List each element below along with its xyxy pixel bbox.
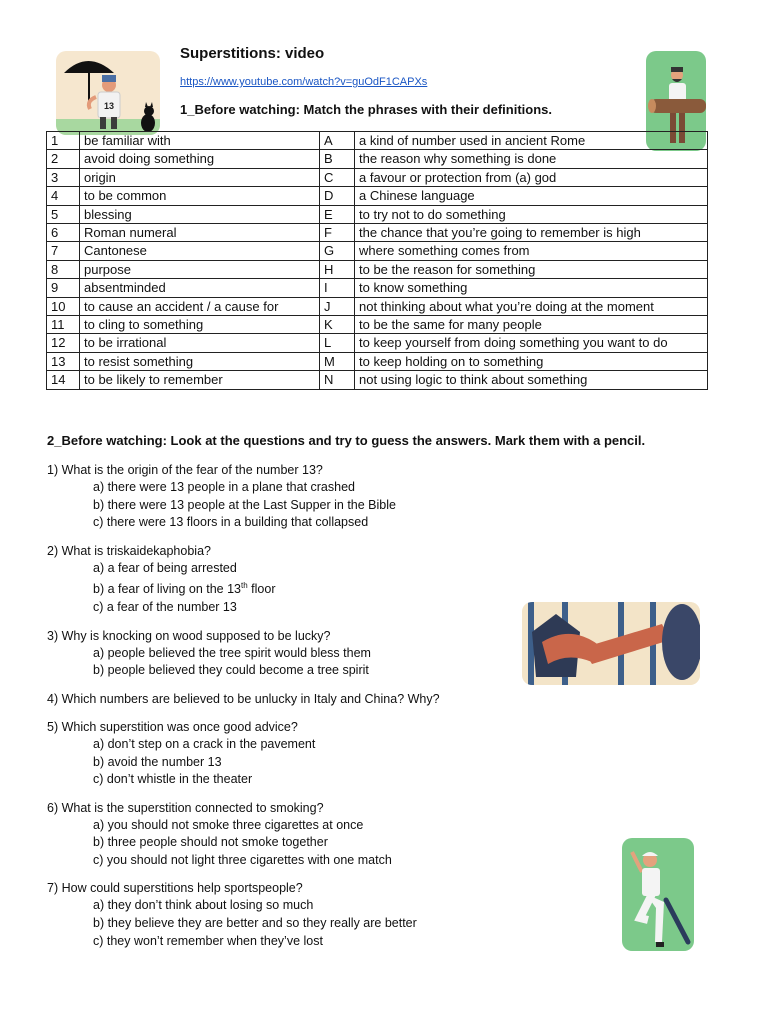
row-number: 13 [47, 352, 80, 370]
row-number: 1 [47, 132, 80, 150]
answer-option[interactable]: a) don’t step on a crack in the pavement [93, 736, 316, 751]
row-phrase: Cantonese [80, 242, 320, 260]
row-phrase: blessing [80, 205, 320, 223]
row-phrase: origin [80, 168, 320, 186]
question-item [47, 461, 687, 532]
answer-option[interactable]: c) they won’t remember when they’ve lost [93, 933, 323, 948]
question-item [47, 799, 687, 870]
row-phrase: avoid doing something [80, 150, 320, 168]
row-phrase: absentminded [80, 279, 320, 297]
question-text: 3) Why is knocking on wood supposed to be lucky? [47, 628, 331, 643]
row-phrase: purpose [80, 260, 320, 278]
answer-option[interactable]: b) three people should not smoke together [93, 835, 328, 850]
row-definition: a kind of number used in ancient Rome [355, 132, 708, 150]
row-letter: M [320, 352, 355, 370]
row-phrase: to cling to something [80, 316, 320, 334]
row-letter: G [320, 242, 355, 260]
answer-option[interactable]: c) you should not light three cigarettes with one match [93, 852, 392, 867]
row-letter: D [320, 187, 355, 205]
question-text: 5) Which superstition was once good advice? [47, 719, 298, 734]
page-title: Superstitions: video [180, 45, 325, 62]
row-definition: not thinking about what you’re doing at the moment [355, 297, 708, 315]
row-number: 7 [47, 242, 80, 260]
row-number: 3 [47, 168, 80, 186]
umbrella-man-illustration [56, 51, 160, 135]
table-row [47, 316, 708, 334]
table-row [47, 187, 708, 205]
table-row [47, 224, 708, 242]
row-number: 10 [47, 297, 80, 315]
row-phrase: Roman numeral [80, 224, 320, 242]
answer-option[interactable]: a) they don’t think about losing so much [93, 898, 314, 913]
row-number: 8 [47, 260, 80, 278]
row-number: 5 [47, 205, 80, 223]
row-number: 12 [47, 334, 80, 352]
answer-option[interactable]: c) a fear of the number 13 [93, 600, 237, 615]
row-letter: K [320, 316, 355, 334]
answer-option[interactable]: a) there were 13 people in a plane that crashed [93, 480, 355, 494]
row-letter: F [320, 224, 355, 242]
answer-option[interactable]: b) they believe they are better and so they really are better [93, 916, 417, 931]
table-row [47, 132, 708, 150]
question-item [47, 879, 687, 950]
table-row [47, 279, 708, 297]
row-number: 14 [47, 371, 80, 389]
row-definition: a Chinese language [355, 187, 708, 205]
question-item [47, 542, 687, 617]
row-phrase: to resist something [80, 352, 320, 370]
question-item [47, 627, 687, 680]
question-text: 4) Which numbers are believed to be unlucky in Italy and China? Why? [47, 691, 440, 706]
table-row [47, 371, 708, 389]
answer-option[interactable]: c) there were 13 floors in a building that collapsed [93, 515, 369, 530]
row-phrase: to be irrational [80, 334, 320, 352]
answer-option[interactable]: c) don’t whistle in the theater [93, 772, 253, 787]
row-definition: to be the same for many people [355, 316, 708, 334]
answer-option[interactable]: b) a fear of living on the 13th floor [93, 581, 276, 597]
row-letter: J [320, 297, 355, 315]
answer-option[interactable]: b) avoid the number 13 [93, 754, 222, 769]
question-text: 6) What is the superstition connected to smoking? [47, 800, 324, 815]
section1-heading: 1_Before watching: Match the phrases with their definitions. [180, 102, 552, 117]
row-phrase: be familiar with [80, 132, 320, 150]
row-definition: to be the reason for something [355, 260, 708, 278]
row-letter: B [320, 150, 355, 168]
row-definition: not using logic to think about something [355, 371, 708, 389]
table-row [47, 168, 708, 186]
table-row [47, 242, 708, 260]
question-item [47, 718, 687, 789]
row-definition: to keep yourself from doing something you want to do [355, 334, 708, 352]
row-letter: C [320, 168, 355, 186]
row-phrase: to cause an accident / a cause for [80, 297, 320, 315]
row-letter: L [320, 334, 355, 352]
row-letter: E [320, 205, 355, 223]
row-definition: where something comes from [355, 242, 708, 260]
row-definition: to know something [355, 279, 708, 297]
table-row [47, 297, 708, 315]
row-phrase: to be common [80, 187, 320, 205]
answer-option[interactable]: a) you should not smoke three cigarettes at once [93, 817, 364, 832]
row-phrase: to be likely to remember [80, 371, 320, 389]
row-definition: to keep holding on to something [355, 352, 708, 370]
answer-option[interactable]: b) people believed they could become a tree spirit [93, 663, 369, 678]
answer-option[interactable]: b) there were 13 people at the Last Supper in the Bible [93, 497, 396, 512]
row-definition: the chance that you’re going to remember is high [355, 224, 708, 242]
row-number: 4 [47, 187, 80, 205]
table-row [47, 205, 708, 223]
matching-table [46, 131, 708, 390]
row-letter: I [320, 279, 355, 297]
answer-option[interactable]: a) a fear of being arrested [93, 560, 237, 575]
question-item [47, 690, 687, 708]
question-text: 1) What is the origin of the fear of the number 13? [47, 463, 323, 477]
row-letter: H [320, 260, 355, 278]
video-link[interactable]: https://www.youtube.com/watch?v=guOdF1CAPXs [180, 76, 428, 88]
row-number: 9 [47, 279, 80, 297]
row-definition: a favour or protection from (a) god [355, 168, 708, 186]
row-definition: to try not to do something [355, 205, 708, 223]
question-text: 7) How could superstitions help sportspeople? [47, 881, 303, 896]
row-number: 2 [47, 150, 80, 168]
table-row [47, 334, 708, 352]
table-row [47, 260, 708, 278]
table-row [47, 150, 708, 168]
table-row [47, 352, 708, 370]
question-text: 2) What is triskaidekaphobia? [47, 543, 211, 558]
questions-list [47, 461, 687, 960]
row-number: 11 [47, 316, 80, 334]
row-letter: A [320, 132, 355, 150]
row-definition: the reason why something is done [355, 150, 708, 168]
svg-text:13: 13 [104, 101, 115, 111]
section2-heading: 2_Before watching: Look at the questions and try to guess the answers. Mark them with a pencil. [47, 433, 646, 448]
answer-option[interactable]: a) people believed the tree spirit would bless them [93, 645, 371, 660]
row-number: 6 [47, 224, 80, 242]
row-letter: N [320, 371, 355, 389]
